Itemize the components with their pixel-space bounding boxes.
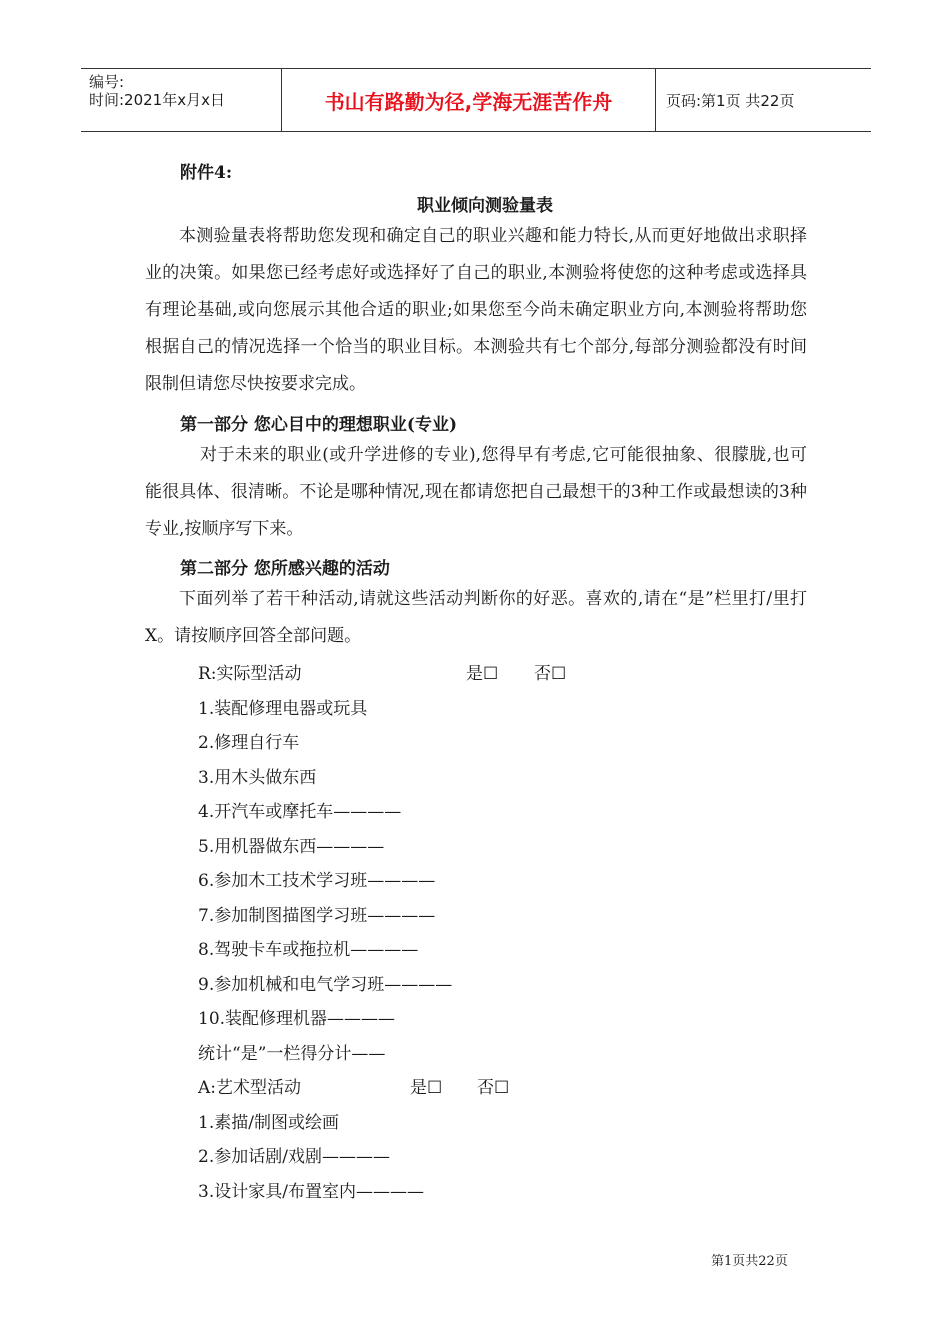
part1-heading: 第一部分 您心目中的理想职业(专业)	[180, 415, 458, 435]
a-item: 2.参加话剧/戏剧————	[198, 1147, 390, 1167]
r-item: 1.装配修理电器或玩具	[198, 699, 368, 719]
r-item: 3.用木头做东西	[198, 768, 317, 788]
header-page-number: 页码:第1页 共22页	[666, 91, 795, 110]
part1-paragraph: 对于未来的职业(或升学进修的专业),您得早有考虑,它可能很抽象、很朦胧,也可能很具体、很清晰。不论是哪种情况,现在都请您把自己最想干的3种工作或最想读的3种专业,按顺序写下来。	[145, 445, 807, 539]
r-item: 7.参加制图描图学习班————	[198, 906, 436, 926]
r-item: 4.开汽车或摩托车————	[198, 802, 402, 822]
part2-heading: 第二部分 您所感兴趣的活动	[180, 559, 390, 579]
header-meta	[81, 69, 282, 131]
document-date: 时间:2021年x月x日	[89, 91, 225, 109]
intro-paragraph: 本测验量表将帮助您发现和确定自己的职业兴趣和能力特长,从而更好地做出求职择业的决策。如果您已经考虑好或选择好了自己的职业,本测验将使您的这种考虑或选择具有理论基础,或向您展示其他合适的职业;如果您至今尚未确定职业方向,本测验将帮助您根据自己的情况选择一个恰当的职业目标。本测验共有七个部分,每部分测验都没有时间限制但请您尽快按要求完成。	[145, 226, 807, 394]
document-number: 编号:	[89, 73, 125, 91]
r-item: 6.参加木工技术学习班————	[198, 871, 436, 891]
r-activity-label: R:实际型活动	[198, 664, 302, 684]
r-item: 5.用机器做东西————	[198, 837, 385, 857]
tally-line: 统计“是”一栏得分计——	[198, 1044, 386, 1064]
page-header	[81, 68, 871, 132]
a-item: 3.设计家具/布置室内————	[198, 1182, 424, 1202]
document-title: 职业倾向测验量表	[417, 196, 553, 216]
part2-paragraph: 下面列举了若干种活动,请就这些活动判断你的好恶。喜欢的,请在“是”栏里打/里打X。请按顺序回答全部问题。	[145, 589, 807, 646]
r-no-checkbox[interactable]: 否☐	[534, 664, 567, 684]
a-item: 1.素描/制图或绘画	[198, 1113, 339, 1133]
a-no-checkbox[interactable]: 否☐	[477, 1078, 510, 1098]
attachment-label: 附件4:	[180, 163, 233, 183]
r-item: 2.修理自行车	[198, 733, 300, 753]
header-motto: 书山有路勤为径,学海无涯苦作舟	[282, 69, 656, 131]
r-yes-checkbox[interactable]: 是☐	[466, 664, 499, 684]
a-activity-label: A:艺术型活动	[198, 1078, 302, 1098]
r-item: 9.参加机械和电气学习班————	[198, 975, 453, 995]
page-footer: 第1页共22页	[711, 1254, 788, 1269]
a-yes-checkbox[interactable]: 是☐	[410, 1078, 443, 1098]
r-item: 10.装配修理机器————	[198, 1009, 396, 1029]
r-item: 8.驾驶卡车或拖拉机————	[198, 940, 419, 960]
